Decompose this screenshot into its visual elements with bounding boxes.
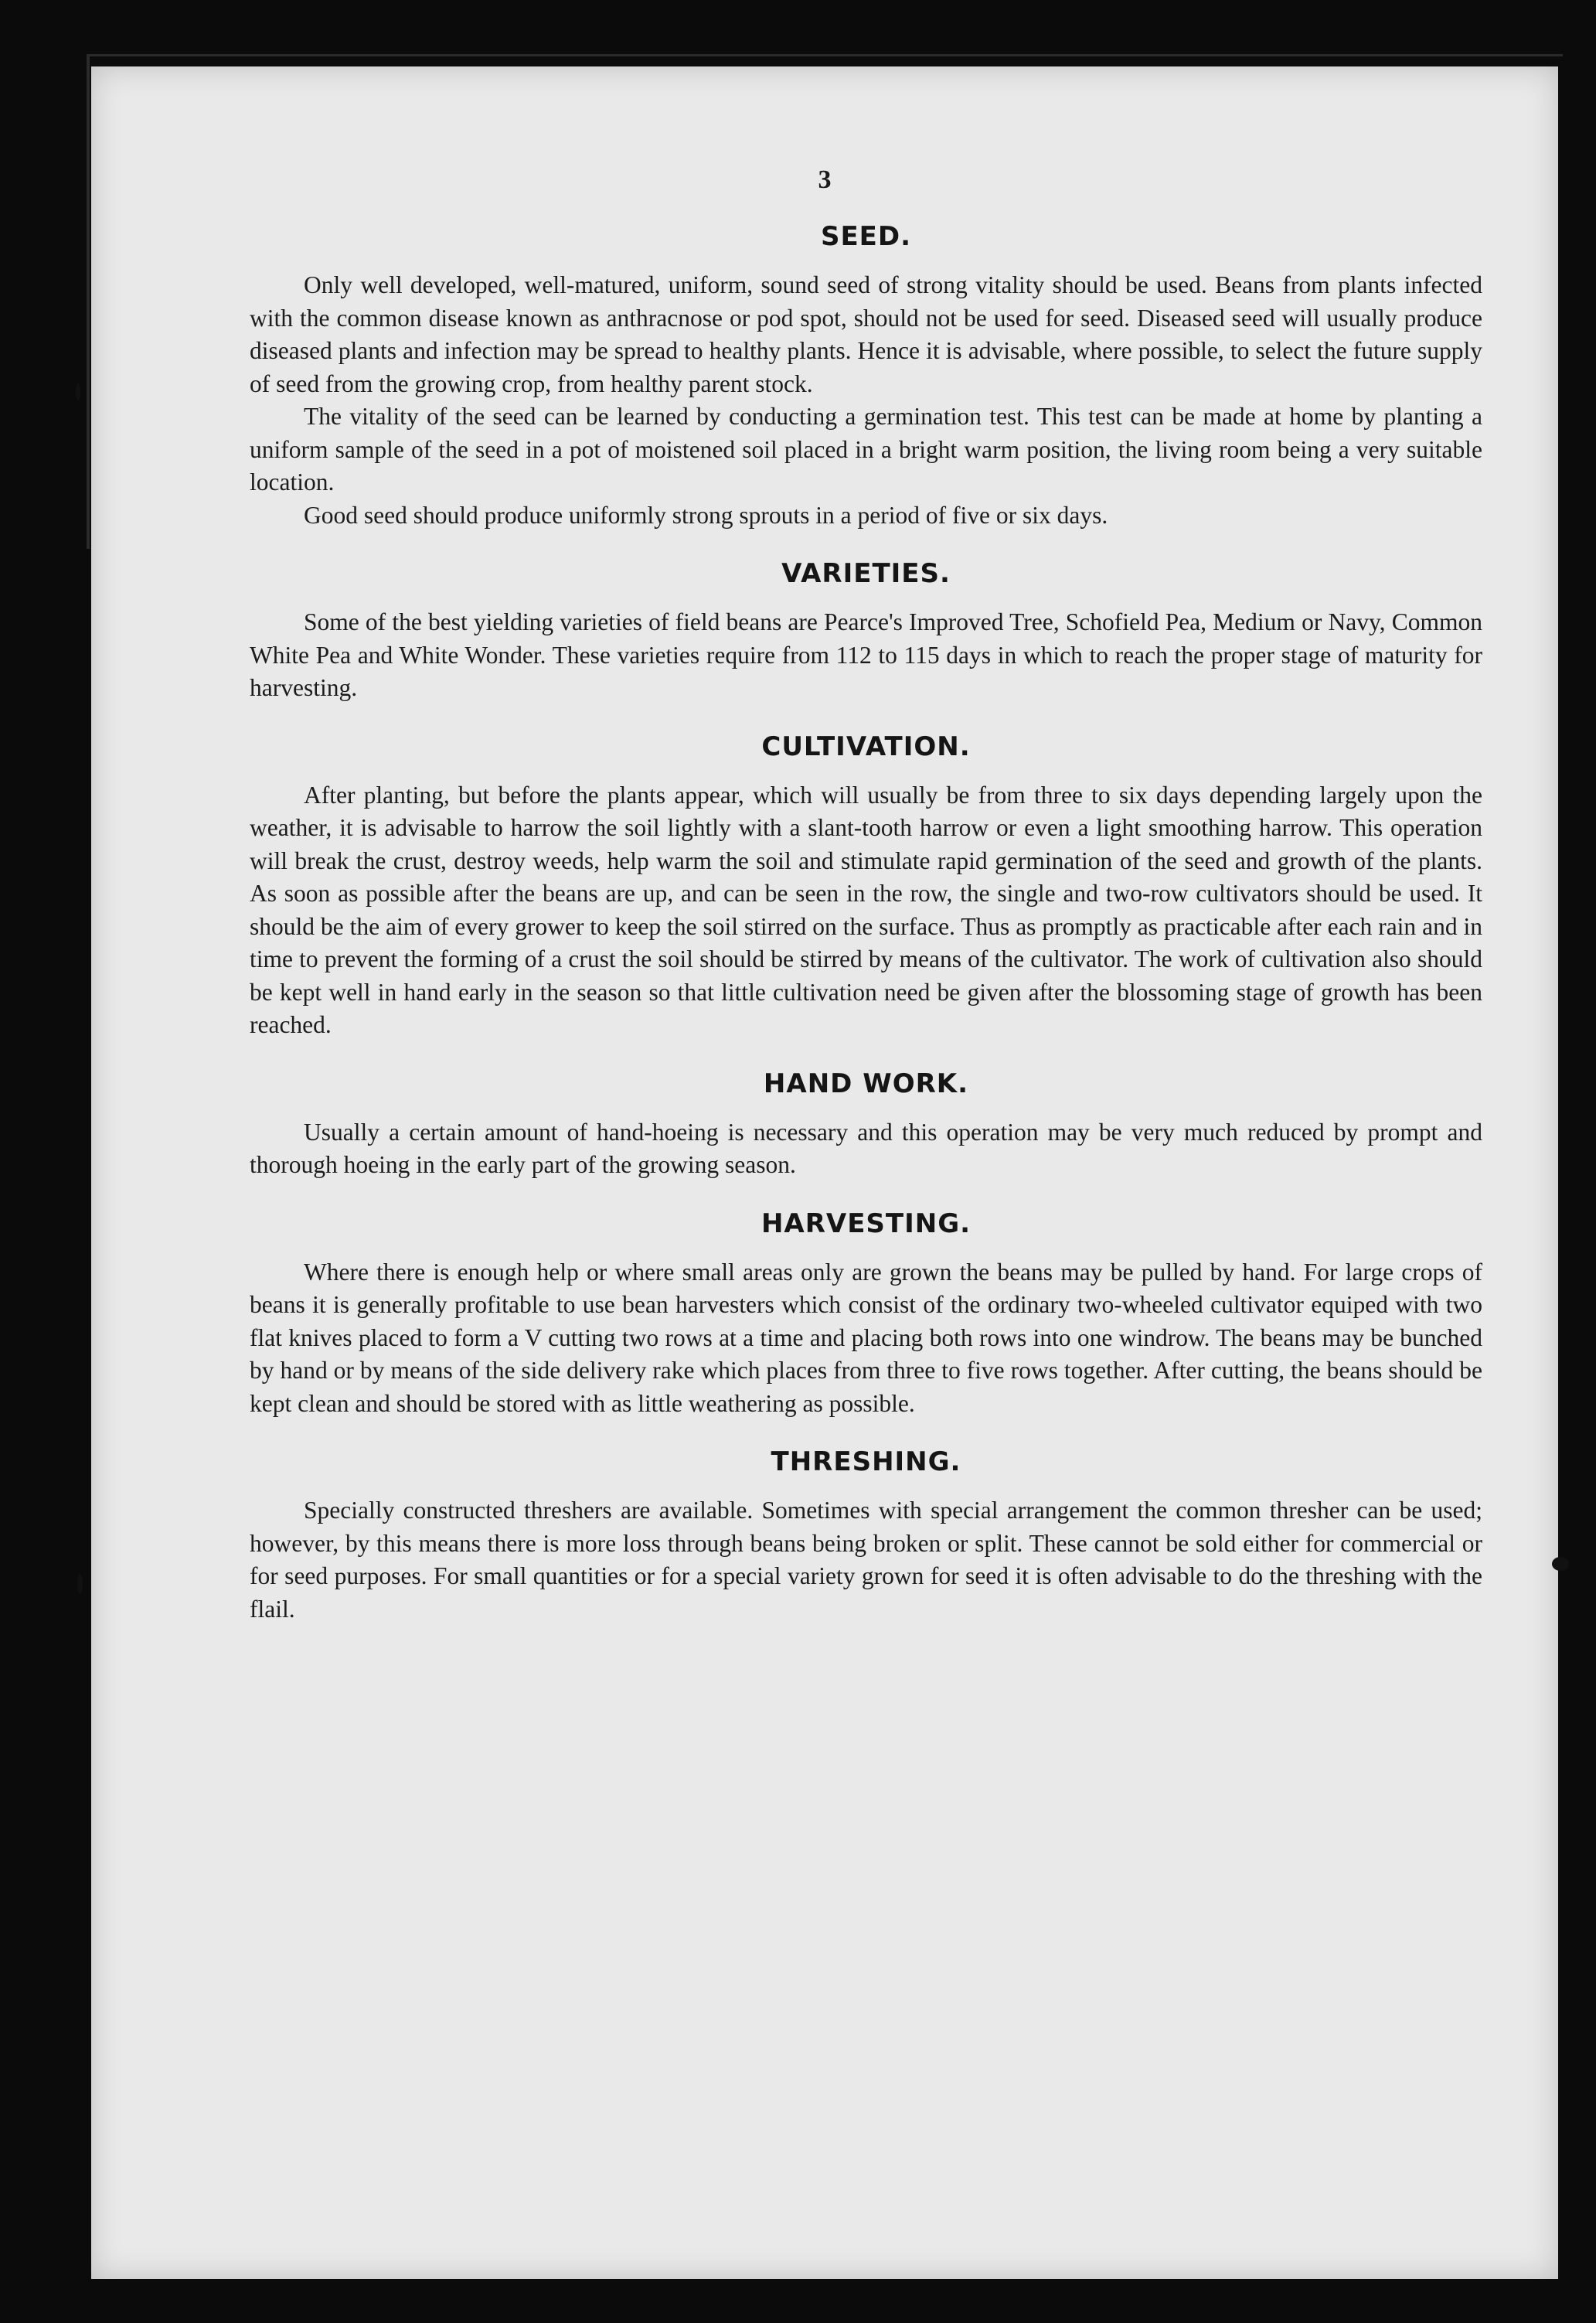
page-number: 3	[818, 165, 832, 194]
section-heading: CULTIVATION.	[761, 731, 971, 762]
paragraph: Usually a certain amount of hand-hoeing is necessary and this operation may be very much reduced by prompt and thorough hoeing in the early part of the growing season.	[250, 1118, 1482, 1178]
page-content	[250, 221, 1482, 1652]
document-page	[91, 66, 1558, 2279]
section-seed	[250, 221, 1482, 532]
speck	[76, 383, 80, 400]
page-edge-mark	[87, 54, 1563, 56]
section-heading: HAND WORK.	[763, 1068, 969, 1099]
section-threshing	[250, 1446, 1482, 1626]
section-hand-work	[250, 1068, 1482, 1182]
section-cultivation	[250, 731, 1482, 1042]
section-heading: VARIETIES.	[781, 558, 951, 589]
paragraph: After planting, but before the plants appear, which will usually be from three to six days depending largely upon the weather, it is advisable to harrow the soil lightly with a slant-tooth harrow or even a light smoothing harrow. This operation will break the crust, destroy weeds, help warm the soil and stimulate rapid germination of the seed and growth of the plants. As soon as possible after the beans are up, and can be seen in the row, the single and two-row cultivators should be used. It should be the aim of every grower to keep the soil stirred on the surface. Thus as promptly as practicable after each rain and in time to prevent the forming of a crust the soil should be stirred by means of the cultivator. The work of cultivation also should be kept well in hand early in the season so that little cultivation need be given after the blossoming stage of growth has been reached.	[250, 781, 1482, 1038]
section-heading: SEED.	[820, 221, 912, 252]
page-edge-mark	[87, 54, 90, 549]
paragraph: Only well developed, well-matured, uniform, sound seed of strong vitality should be used. Beans from plants infected with the common disease known as anthracnose or pod spot, should not be used for seed. Diseased seed will usually produce diseased plants and infection may be spread to healthy plants. Hence it is advisable, where possible, to select the future supply of seed from the growing crop, from healthy parent stock.	[250, 271, 1482, 397]
section-heading: HARVESTING.	[761, 1207, 972, 1239]
paragraph: Specially constructed threshers are available. Sometimes with special arrangement the common thresher can be used; however, by this means there is more loss through beans being broken or split. These cannot be sold either for commercial or for seed purposes. For small quantities or for a special variety grown for seed it is often advisable to do the threshing with the flail.	[250, 1497, 1482, 1623]
paragraph: Good seed should produce uniformly strong sprouts in a period of five or six days.	[304, 501, 1108, 529]
section-heading: THRESHING.	[771, 1446, 961, 1477]
speck	[1552, 1557, 1569, 1571]
paragraph: Some of the best yielding varieties of field beans are Pearce's Improved Tree, Schofield Pea, Medium or Navy, Common White Pea and White Wonder. These varieties require from 112 to 115 days in which to reach the proper stage of maturity for harvesting.	[250, 608, 1482, 701]
section-varieties	[250, 558, 1482, 705]
section-harvesting	[250, 1208, 1482, 1421]
paragraph: The vitality of the seed can be learned by conducting a germination test. This test can be made at home by planting a uniform sample of the seed in a pot of moistened soil placed in a bright warm position, the living room being a very suitable location.	[250, 403, 1482, 496]
paragraph: Where there is enough help or where small areas only are grown the beans may be pulled by hand. For large crops of beans it is generally profitable to use bean harvesters which consist of the ordinary two-wheeled cultivator equiped with two flat knives placed to form a V cutting two rows at a time and placing both rows into one windrow. The beans may be bunched by hand or by means of the side delivery rake which places from three to five rows together. After cutting, the beans should be kept clean and should be stored with as little weathering as possible.	[250, 1258, 1482, 1417]
speck	[77, 1574, 83, 1594]
